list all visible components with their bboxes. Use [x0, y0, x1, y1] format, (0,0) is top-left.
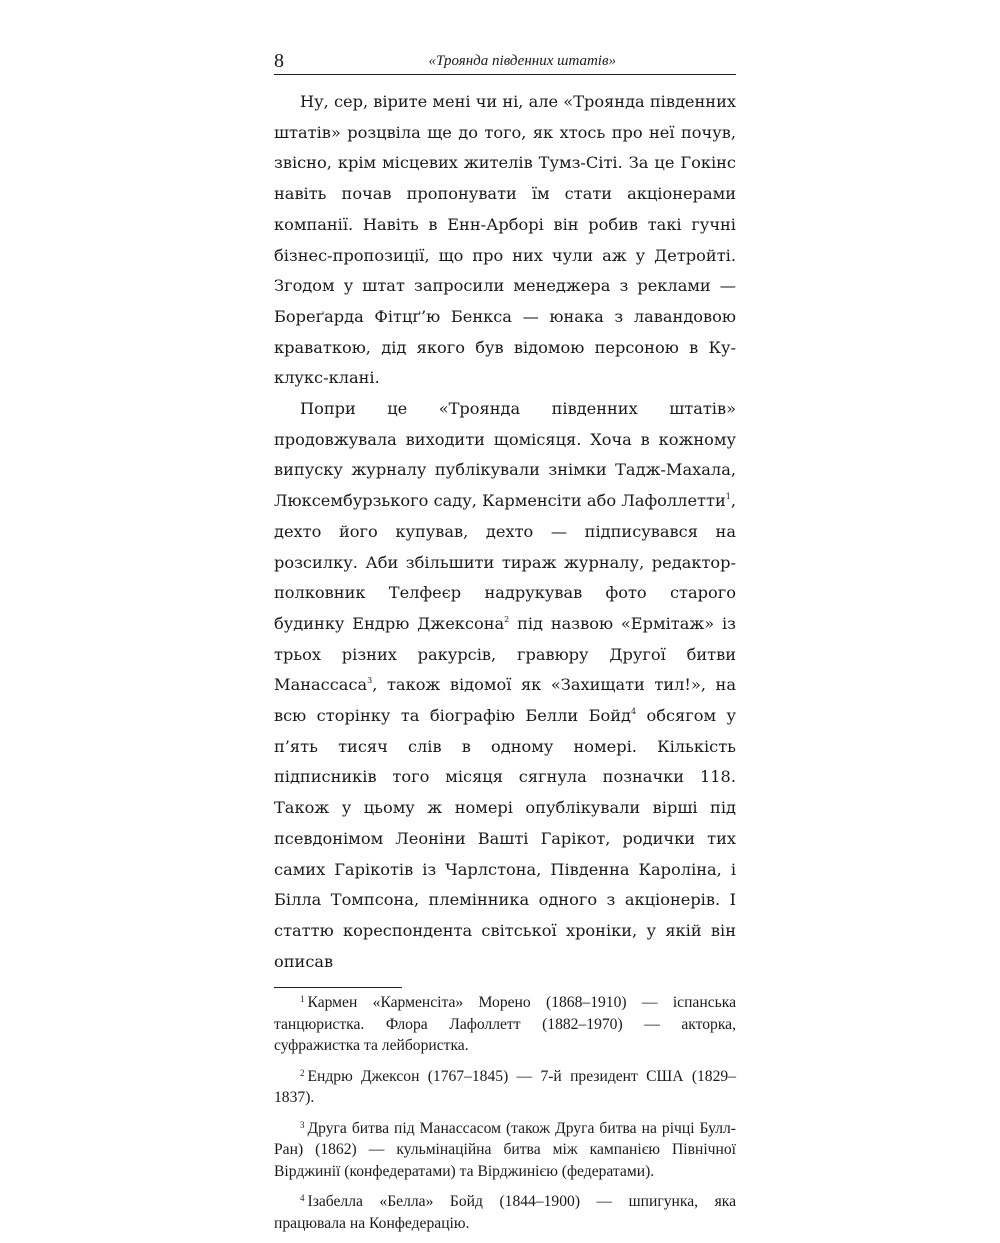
footnote-ref-2: 2 [504, 614, 510, 624]
paragraph-2 [274, 394, 736, 977]
footnote-4 [274, 1191, 736, 1234]
footnote-number: 1 [300, 994, 305, 1005]
paragraph-2-part-2: , дехто його купував, дехто — підписувався на розсилку. Аби збільшити тираж журналу, редактор-полковник Телфеєр надрукував фото старого будинку Ендрю Джексона [274, 491, 736, 633]
footnote-text: Друга битва під Манассасом (також Друга битва на річці Булл-Ран) (1862) — кульмінаційна битва між кампанією Північної Вірджинії (конфедератами) та Вірджинією (федератами). [274, 1119, 736, 1180]
footnote-number: 4 [300, 1193, 305, 1204]
paragraph-2-part-1: Попри це «Троянда південних штатів» продовжувала виходити щомісяця. Хоча в кожному випуску журналу публікували знімки Тадж-Махала, Люксембурзького саду, Карменсіти або Лафоллетти [274, 399, 736, 511]
footnote-divider [274, 987, 402, 988]
page-number: 8 [274, 50, 284, 72]
body-text [274, 87, 736, 977]
footnote-text: Ізабелла «Белла» Бойд (1844–1900) — шпигунка, яка працювала на Конфедерацію. [274, 1193, 736, 1232]
footnote-1 [274, 992, 736, 1057]
footnotes [274, 992, 736, 1234]
running-title: «Троянда південних штатів» [428, 53, 616, 69]
book-page [274, 48, 736, 1243]
footnote-text: Кармен «Карменсіта» Морено (1868–1910) — іспанська танцюристка. Флора Лафоллетт (1882–1970) — акторка, суфражистка та лейбористка. [274, 994, 736, 1055]
footnote-ref-1: 1 [725, 492, 731, 502]
footnote-2 [274, 1066, 736, 1109]
footnote-text: Ендрю Джексон (1767–1845) — 7-й президент США (1829–1837). [274, 1067, 736, 1107]
running-head [274, 48, 736, 75]
footnote-number: 3 [300, 1119, 305, 1130]
footnote-ref-4: 4 [630, 707, 637, 717]
footnote-number: 2 [300, 1067, 305, 1078]
footnote-3 [274, 1118, 736, 1183]
footnote-ref-3: 3 [367, 676, 373, 686]
paragraph-2-part-3: під назвою «Ермітаж» із трьох різних ракурсів, гравюру Другої битви Манассаса [274, 613, 736, 695]
paragraph-2-part-5: обсягом у п’ять тисяч слів в одному номері. Кількість підписників того місяця сягнула позначки 118. Також у цьому ж номері опублікували вірші під псевдонімом Леоніни Вашті Гарікот, родички тих самих Гарікотів із Чарлстона, Південна Кароліна, і Білла Томпсона, племінника одного з акціонерів. І статтю кореспондента світської хроніки, у якій він описав [274, 706, 736, 971]
paragraph-2-part-4: , також відомої як «Захищати тил!», на всю сторінку та біографію Белли Бойд [274, 675, 736, 726]
paragraph-1: Ну, сер, вірите мені чи ні, але «Троянда південних штатів» розцвіла ще до того, як хтось про неї почув, звісно, крім місцевих жителів Тумз-Сіті. За це Гокінс навіть почав пропонувати їм стати акціонерами компанії. Навіть в Енн-Арборі він робив такі гучні бізнес-пропозиції, що про них чули аж у Детройті. Згодом у штат запросили менеджера з реклами — Бореґарда Фітцґ’ю Бенкса — юнака з лавандовою краваткою, дід якого був відомою персоною в Ку-клукс-клані. [274, 92, 736, 388]
